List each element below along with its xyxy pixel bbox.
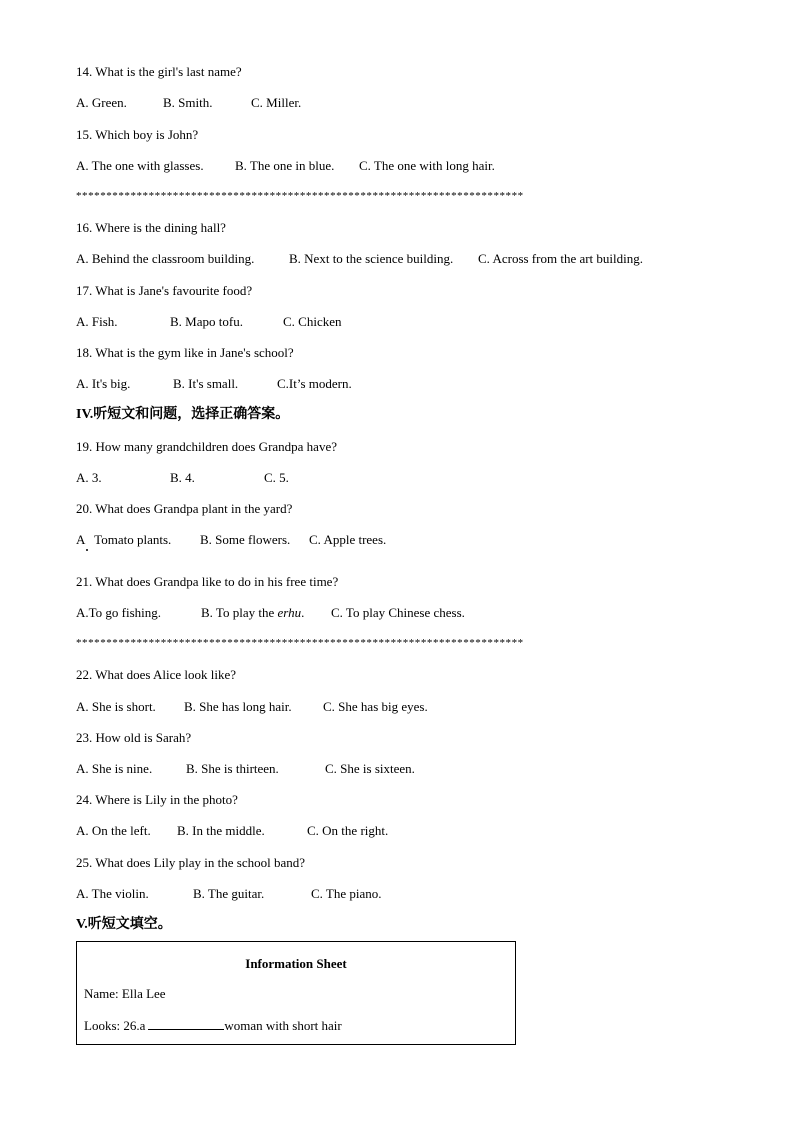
option-16b: B. Next to the science building.	[289, 251, 454, 266]
option-22a: A. She is short.	[76, 699, 156, 714]
section-iv-heading: IV.听短文和问题，选择正确答案。	[76, 407, 290, 422]
option-15a: A. The one with glasses.	[76, 158, 204, 173]
question-18: 18. What is the gym like in Jane's school?	[76, 345, 294, 360]
question-16: 16. Where is the dining hall?	[76, 220, 226, 235]
option-18a: A. It's big.	[76, 376, 131, 391]
option-19c: C. 5.	[264, 470, 289, 485]
option-15c: C. The one with long hair.	[359, 158, 495, 173]
question-20: 20. What does Grandpa plant in the yard?	[76, 501, 293, 516]
question-15: 15. Which boy is John?	[76, 127, 199, 142]
option-19a: A. 3.	[76, 470, 102, 485]
option-21a: A.To go fishing.	[76, 605, 162, 620]
option-21b-period: .	[301, 605, 305, 620]
stray-dot	[86, 549, 88, 551]
information-sheet	[76, 941, 516, 1045]
option-17b: B. Mapo tofu.	[170, 314, 243, 329]
question-14: 14. What is the girl's last name?	[76, 64, 242, 79]
option-20a: A Tomato plants.	[76, 532, 172, 547]
option-21b	[201, 605, 304, 621]
option-24b: B. In the middle.	[177, 823, 265, 838]
question-19: 19. How many grandchildren does Grandpa have?	[76, 439, 337, 454]
option-21b-text: B. To play the	[201, 605, 278, 620]
option-22c: C. She has big eyes.	[323, 699, 428, 714]
option-14c: C. Miller.	[251, 95, 302, 110]
option-22b: B. She has long hair.	[184, 699, 292, 714]
option-23a: A. She is nine.	[76, 761, 153, 776]
option-23b: B. She is thirteen.	[186, 761, 279, 776]
name-line: Name: Ella Lee	[84, 986, 166, 1001]
answer-blank-26[interactable]	[148, 1017, 224, 1030]
option-17a: A. Fish.	[76, 314, 118, 329]
option-23c: C. She is sixteen.	[325, 761, 415, 776]
looks-prefix: Looks: 26.a	[84, 1018, 146, 1033]
question-25: 25. What does Lily play in the school band?	[76, 855, 306, 870]
option-20b: B. Some flowers.	[200, 532, 291, 547]
option-21c: C. To play Chinese chess.	[331, 605, 465, 620]
section-v-heading: V.听短文填空。	[76, 917, 172, 932]
information-sheet-title: Information Sheet	[245, 956, 347, 971]
option-24c: C. On the right.	[307, 823, 389, 838]
option-25b: B. The guitar.	[193, 886, 265, 901]
option-14b: B. Smith.	[163, 95, 213, 110]
option-18c: C.It’s modern.	[277, 376, 352, 391]
option-14a: A. Green.	[76, 95, 127, 110]
question-17: 17. What is Jane's favourite food?	[76, 283, 253, 298]
option-21b-erhu: erhu	[277, 605, 302, 620]
question-21: 21. What does Grandpa like to do in his free time?	[76, 574, 339, 589]
looks-suffix: woman with short hair	[224, 1018, 342, 1033]
question-23: 23. How old is Sarah?	[76, 730, 192, 745]
question-24: 24. Where is Lily in the photo?	[76, 792, 238, 807]
option-25a: A. The violin.	[76, 886, 149, 901]
separator-2: **************************************************************************	[76, 637, 524, 649]
option-19b: B. 4.	[170, 470, 195, 485]
option-18b: B. It's small.	[173, 376, 239, 391]
looks-line	[84, 1017, 342, 1034]
option-20c: C. Apple trees.	[309, 532, 387, 547]
option-15b: B. The one in blue.	[235, 158, 335, 173]
question-22: 22. What does Alice look like?	[76, 667, 237, 682]
separator-1: **************************************************************************	[76, 190, 524, 202]
option-24a: A. On the left.	[76, 823, 151, 838]
option-16c: C. Across from the art building.	[478, 251, 644, 266]
option-17c: C. Chicken	[283, 314, 342, 329]
option-16a: A. Behind the classroom building.	[76, 251, 255, 266]
option-25c: C. The piano.	[311, 886, 382, 901]
